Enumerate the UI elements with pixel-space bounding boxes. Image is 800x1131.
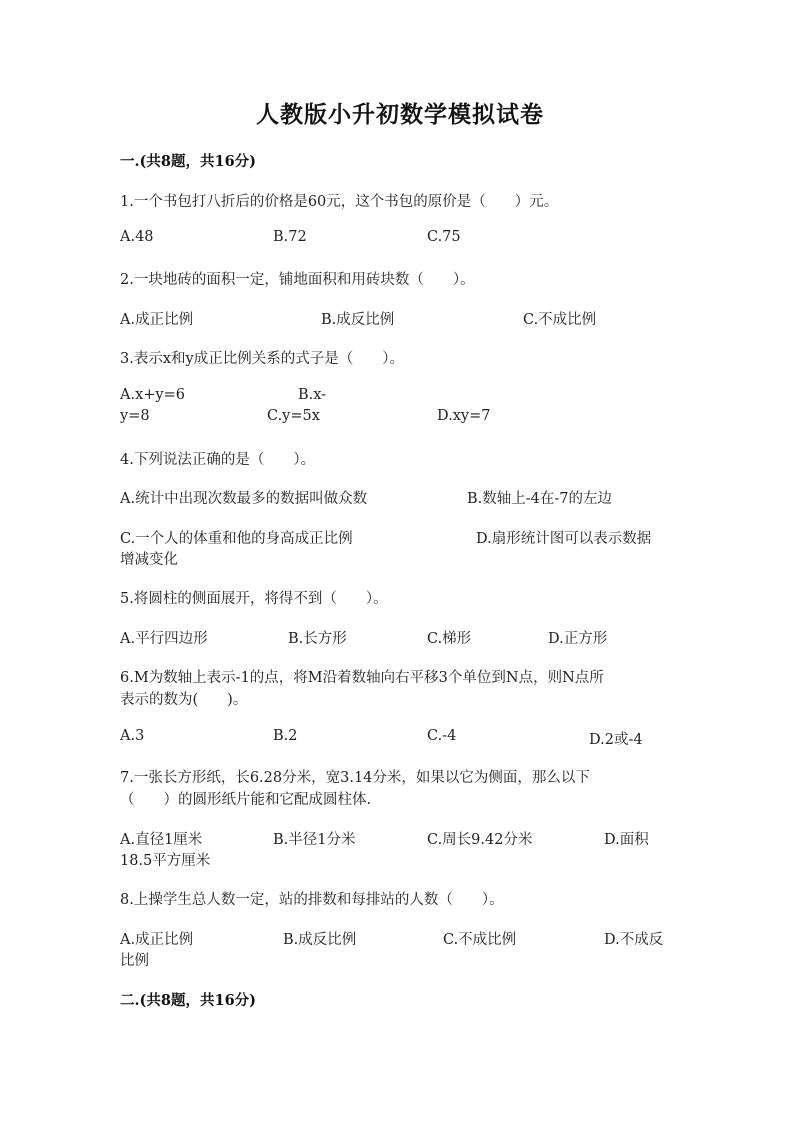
question-7-option-d: D.面积: [604, 832, 649, 848]
question-6-stem-line-2: 表示的数为( )。: [120, 692, 248, 708]
question-6-option-a: A.3: [120, 728, 145, 744]
question-6-stem-line-1: 6.M为数轴上表示-1的点，将M沿着数轴向右平移3个单位到N点，则N点所: [120, 670, 604, 686]
question-4-option-a: A.统计中出现次数最多的数据叫做众数: [120, 491, 368, 507]
question-8-option-a: A.成正比例: [120, 932, 194, 948]
question-1-stem: 1.一个书包打八折后的价格是60元，这个书包的原价是（ ）元。: [120, 194, 559, 210]
question-5-option-a: A.平行四边形: [120, 631, 208, 647]
question-1-option-c: C.75: [427, 229, 461, 245]
question-1-option-a: A.48: [120, 229, 154, 245]
question-8-option-b: B.成反比例: [283, 932, 357, 948]
question-8-stem: 8.上操学生总人数一定，站的排数和每排站的人数（ ）。: [120, 892, 504, 908]
question-6-option-c: C.-4: [427, 728, 457, 744]
question-6-option-d: D.2或-4: [589, 732, 643, 748]
question-4-option-c: C.一个人的体重和他的身高成正比例: [120, 531, 353, 547]
section-header-2: 二.(共8题，共16分): [120, 992, 257, 1009]
question-3-option-b: B.x-: [298, 387, 327, 403]
question-7-option-a: A.直径1厘米: [120, 832, 203, 848]
page-title: 人教版小升初数学模拟试卷: [256, 101, 544, 128]
question-3-option-b-continued: y=8: [120, 408, 150, 424]
question-5-option-b: B.长方形: [288, 631, 347, 647]
question-8-option-c: C.不成比例: [443, 932, 517, 948]
question-2-option-c: C.不成比例: [523, 312, 597, 328]
question-7-option-c: C.周长9.42分米: [427, 832, 533, 848]
question-7-stem-line-1: 7.一张长方形纸，长6.28分米，宽3.14分米，如果以它为侧面，那么以下: [120, 770, 590, 786]
question-8-option-d: D.不成反: [604, 932, 664, 948]
section-header-1: 一.(共8题，共16分): [120, 153, 257, 170]
question-4-option-d: D.扇形统计图可以表示数据: [476, 531, 652, 547]
question-2-option-a: A.成正比例: [120, 312, 194, 328]
question-3-option-c: C.y=5x: [267, 408, 320, 424]
question-2-option-b: B.成反比例: [321, 312, 395, 328]
question-4-option-d-continued: 增减变化: [120, 552, 178, 568]
question-3-stem: 3.表示x和y成正比例关系的式子是（ ）。: [120, 351, 404, 367]
question-4-option-b: B.数轴上-4在-7的左边: [467, 491, 613, 507]
question-7-option-d-continued: 18.5平方厘米: [120, 853, 211, 869]
question-4-stem: 4.下列说法正确的是（ ）。: [120, 452, 316, 468]
question-8-option-d-continued: 比例: [120, 953, 149, 969]
question-6-option-b: B.2: [273, 728, 298, 744]
question-3-option-a: A.x+y=6: [120, 387, 185, 403]
question-3-option-d: D.xy=7: [437, 408, 491, 424]
question-5-stem: 5.将圆柱的侧面展开，将得不到（ ）。: [120, 591, 388, 607]
question-7-stem-line-2: （ ）的圆形纸片能和它配成圆柱体.: [120, 792, 372, 808]
question-5-option-d: D.正方形: [548, 631, 608, 647]
question-1-option-b: B.72: [273, 229, 307, 245]
question-7-option-b: B.半径1分米: [273, 832, 356, 848]
question-5-option-c: C.梯形: [427, 631, 472, 647]
question-2-stem: 2.一块地砖的面积一定，铺地面积和用砖块数（ ）。: [120, 272, 475, 288]
